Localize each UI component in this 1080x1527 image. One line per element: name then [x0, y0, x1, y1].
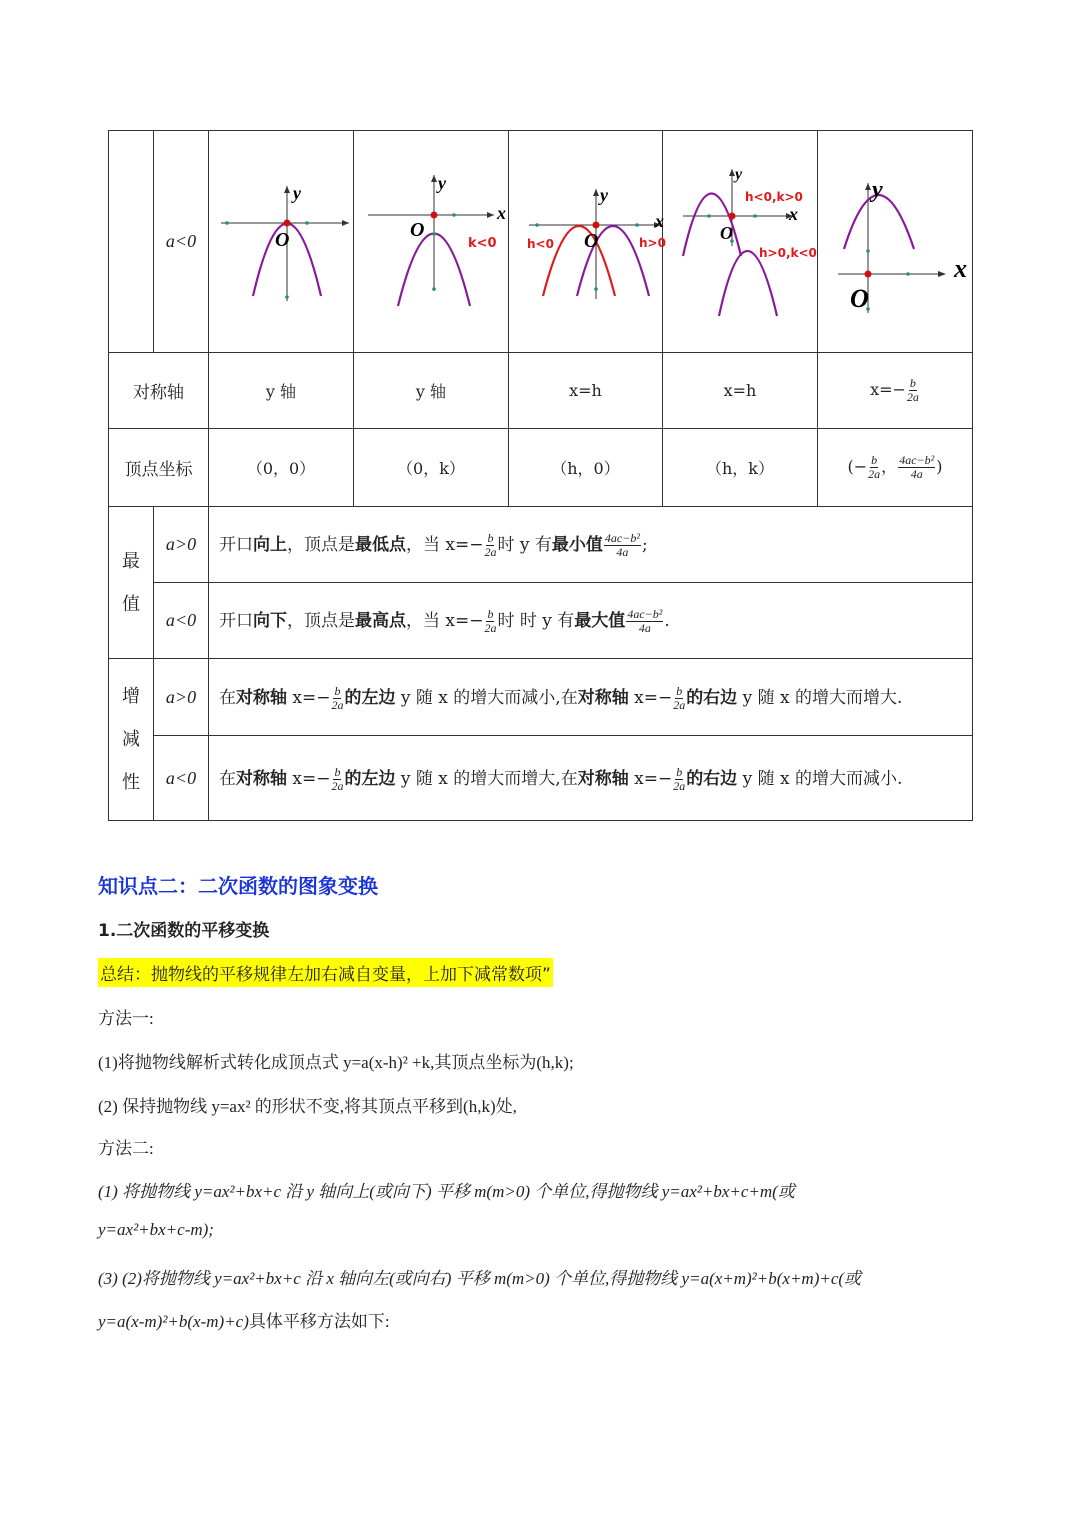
graph-cell-1 — [209, 131, 354, 353]
method-two-heading: 方法二: — [98, 1139, 154, 1158]
h-neg-note: h<0 — [527, 237, 554, 251]
parabola-graph-1 — [209, 131, 354, 352]
graphs-row — [109, 131, 973, 353]
x-axis-label: x — [497, 203, 506, 223]
y-axis-label: y — [293, 183, 301, 203]
section-subtitle: 1.二次函数的平移变换 — [98, 921, 270, 941]
extreme-cond-pos: a>0 — [154, 507, 209, 583]
shift-note-bottom: h>0,k<0 — [759, 246, 817, 260]
parabola-graph-4 — [663, 131, 818, 352]
method-two-step-1-cont: y=ax²+bx+c-m); — [98, 1220, 214, 1239]
method-one-step-1: (1)将抛物线解析式转化成顶点式 y=a(x-h)² +k,其顶点坐标为(h,k); — [98, 1053, 574, 1072]
vertex-cell-5: (− $\frac{b}{2a}$ ， $\frac{\text{4ac−b²}}{4a}$ ) — [818, 429, 973, 507]
method-two-step-2-cont: y=a(x-m)²+b(x-m)+c)具体平移方法如下: — [98, 1312, 390, 1331]
axis-cell-3: x=h — [509, 353, 663, 429]
extreme-cond-neg: a<0 — [154, 583, 209, 659]
origin-label: O — [275, 229, 290, 251]
origin-label: O — [720, 223, 733, 243]
y-axis-label: y — [600, 185, 608, 205]
parabola-graph-3 — [509, 131, 666, 352]
section-title: 知识点二：二次函数的图象变换 — [98, 874, 378, 898]
y-axis-label: y — [735, 166, 743, 183]
vertex-cell-2: （0，k） — [354, 429, 509, 507]
axis-cell-1: y 轴 — [209, 353, 354, 429]
parabola-graph-2 — [354, 131, 509, 352]
mono-text-pos: 在对称轴 x=− $\frac{b}{2a}$ 的左边 y 随 x 的增大而减小,在对称轴 x=− $\frac{b}{2a}$ 的右边 y 随 x 的增大而增大. — [209, 659, 973, 736]
method-one-heading: 方法一: — [98, 1009, 154, 1028]
axis-cell-4: x=h — [663, 353, 818, 429]
mono-label: 增 减 性 — [109, 659, 154, 821]
graph-cell-2 — [354, 131, 509, 353]
graph-cell-3 — [509, 131, 666, 353]
row-label-a-neg: a<0 — [154, 131, 209, 353]
mono-text-neg: 在对称轴 x=− $\frac{b}{2a}$ 的左边 y 随 x 的增大而增大,在对称轴 x=− $\frac{b}{2a}$ 的右边 y 随 x 的增大而减小. — [209, 736, 973, 821]
method-two-step-2: (3) (2)将抛物线 y=ax²+bx+c 沿 x 轴向左(或向右) 平移 m(m>0) 个单位,得抛物线 y=a(x+m)²+b(x+m)+c(或 — [98, 1269, 862, 1288]
graph-cell-4 — [663, 131, 818, 353]
method-two-step-1: (1) 将抛物线 y=ax²+bx+c 沿 y 轴向上(或向下) 平移 m(m>0) 个单位,得抛物线 y=ax²+bx+c+m(或 — [98, 1182, 795, 1201]
vertex-cell-1: （0，0） — [209, 429, 354, 507]
h-pos-note: h>0 — [639, 236, 666, 250]
origin-label: O — [584, 230, 599, 252]
vertex-cell-4: （h，k） — [663, 429, 818, 507]
x-axis-label: x — [789, 204, 798, 224]
y-axis-label: y — [872, 177, 883, 203]
graph-cell-5 — [818, 131, 973, 353]
mono-cond-neg: a<0 — [154, 736, 209, 821]
parabola-graph-5 — [818, 131, 973, 352]
axis-row-label: 对称轴 — [109, 353, 209, 429]
x-axis-label: x — [954, 254, 967, 283]
quadratic-properties-table — [108, 130, 973, 821]
extreme-text-pos: 开口向上，顶点是最低点，当 x=− $\frac{b}{2a}$ 时 y 有最小值 $\frac{\text{4ac−b²}}{4a}$ ; — [209, 507, 973, 583]
extreme-text-neg: 开口向下，顶点是最高点，当 x=− $\frac{b}{2a}$ 时 时 y 有最大值 $\frac{\text{4ac−b²}}{4a}$ . — [209, 583, 973, 659]
extreme-row-neg — [109, 583, 973, 659]
k-note: k<0 — [468, 236, 497, 251]
extreme-label: 最 值 — [109, 507, 154, 659]
axis-cell-5: x=− $\frac{b}{2a}$ — [818, 353, 973, 429]
shift-note-top: h<0,k>0 — [745, 190, 803, 204]
y-axis-label: y — [438, 173, 446, 193]
method-one-step-2: (2) 保持抛物线 y=ax² 的形状不变,将其顶点平移到(h,k)处, — [98, 1097, 517, 1116]
origin-label: O — [850, 284, 869, 313]
summary-highlight: 总结：抛物线的平移规律左加右减自变量，上加下减常数项” — [98, 958, 553, 987]
axis-cell-2: y 轴 — [354, 353, 509, 429]
vertex-row-label: 顶点坐标 — [109, 429, 209, 507]
origin-label: O — [410, 219, 425, 241]
mono-cond-pos: a>0 — [154, 659, 209, 736]
extreme-row-pos — [109, 507, 973, 583]
empty-cell — [109, 131, 154, 353]
mono-row-pos — [109, 659, 973, 736]
mono-row-neg — [109, 736, 973, 821]
vertex-cell-3: （h，0） — [509, 429, 663, 507]
axis-row — [109, 353, 973, 429]
x-axis-label: x — [655, 211, 664, 231]
vertex-row — [109, 429, 973, 507]
